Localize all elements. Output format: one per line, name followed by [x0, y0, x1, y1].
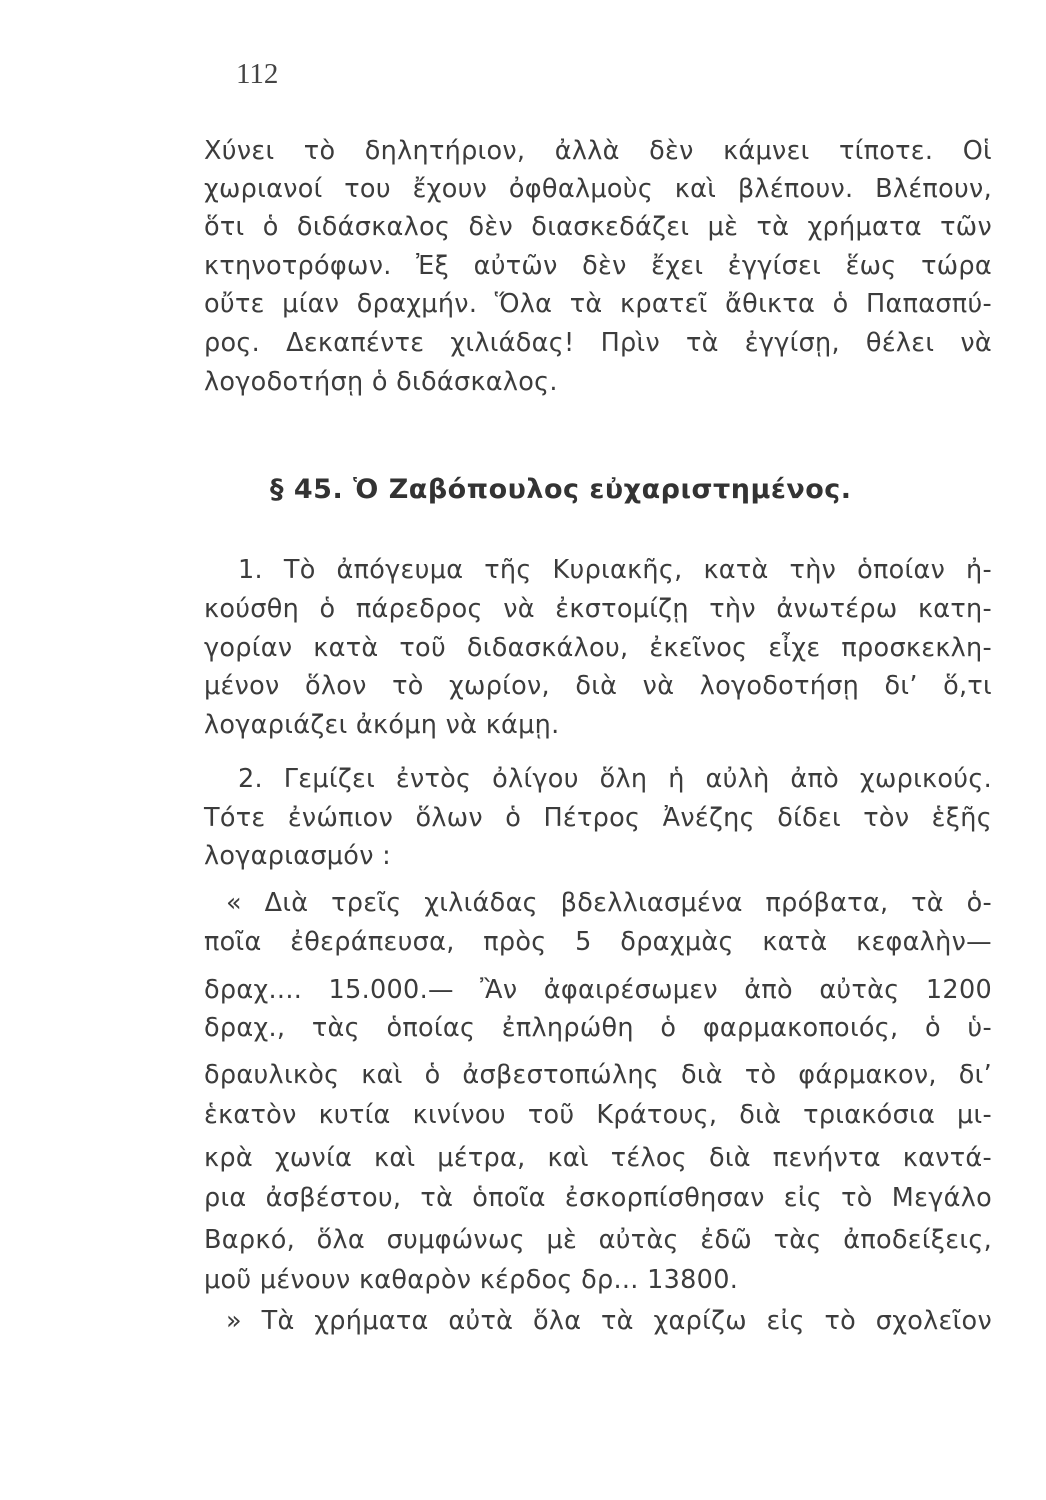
text-line: Βαρκό, ὅλα συμφώνως μὲ αὐτὰς ἐδῶ τὰς ἀποδείξεις, — [204, 1225, 992, 1255]
text-line: λογαριασμόν : — [204, 841, 392, 871]
text-line: μένον ὅλον τὸ χωρίον, διὰ νὰ λογοδοτήσῃ δι’ ὅ,τι — [204, 671, 992, 701]
page-number: 112 — [236, 58, 279, 90]
text-line: γορίαν κατὰ τοῦ διδασκάλου, ἐκεῖνος εἶχε προσκεκλη- — [204, 633, 992, 663]
text-line: κούσθη ὁ πάρεδρος νὰ ἐκστομίζῃ τὴν ἀνωτέρω κατη- — [204, 594, 992, 624]
section-heading: § 45. Ὁ Ζαβόπουλος εὐχαριστημένος. — [270, 474, 852, 505]
text-line: Τότε ἐνώπιον ὅλων ὁ Πέτρος Ἀνέζης δίδει τὸν ἑξῆς — [204, 803, 992, 833]
text-line: μοῦ μένουν καθαρὸν κέρδος δρ... 13800. — [204, 1265, 739, 1295]
text-line: λογαριάζει ἀκόμη νὰ κάμῃ. — [204, 710, 560, 740]
text-line: ρος. Δεκαπέντε χιλιάδας! Πρὶν τὰ ἐγγίσῃ, θέλει νὰ — [204, 328, 992, 358]
text-line: ρια ἀσβέστου, τὰ ὁποῖα ἐσκορπίσθησαν εἰς τὸ Μεγάλο — [204, 1183, 992, 1213]
text-line: κρὰ χωνία καὶ μέτρα, καὶ τέλος διὰ πενήντα καντά- — [204, 1143, 992, 1173]
text-line: κτηνοτρόφων. Ἐξ αὐτῶν δὲν ἔχει ἐγγίσει ἕως τώρα — [204, 251, 992, 281]
quote-first-line: « Διὰ τρεῖς χιλιάδας βδελλιασμένα πρόβατα, τὰ ὁ- — [226, 888, 992, 918]
quote-continuation-line: » Τὰ χρήματα αὐτὰ ὅλα τὰ χαρίζω εἰς τὸ σχολεῖον — [226, 1306, 992, 1336]
text-line: δραχ.... 15.000.— Ἂν ἀφαιρέσωμεν ἀπὸ αὐτὰς 1200 — [204, 975, 992, 1005]
text-line: χωριανοί του ἔχουν ὀφθαλμοὺς καὶ βλέπουν. Βλέπουν, — [204, 174, 992, 204]
paragraph-1-first-line: 1. Τὸ ἀπόγευμα τῆς Κυριακῆς, κατὰ τὴν ὁποίαν ἠ- — [238, 555, 992, 585]
text-line: λογοδοτήσῃ ὁ διδάσκαλος. — [204, 367, 558, 397]
text-line: ἑκατὸν κυτία κινίνου τοῦ Κράτους, διὰ τριακόσια μι- — [204, 1100, 992, 1130]
text-line: οὔτε μίαν δραχμήν. Ὅλα τὰ κρατεῖ ἄθικτα ὁ Παπασπύ- — [204, 289, 992, 319]
text-line: Χύνει τὸ δηλητήριον, ἀλλὰ δὲν κάμνει τίποτε. Οἱ — [204, 136, 992, 166]
paragraph-2-first-line: 2. Γεμίζει ἐντὸς ὀλίγου ὅλη ἡ αὐλὴ ἀπὸ χωρικούς. — [238, 764, 992, 794]
text-line: δραυλικὸς καὶ ὁ ἀσβεστοπώλης διὰ τὸ φάρμακον, δι’ — [204, 1060, 992, 1090]
text-line: ποῖα ἐθεράπευσα, πρὸς 5 δραχμὰς κατὰ κεφαλὴν— — [204, 927, 992, 957]
text-line: δραχ., τὰς ὁποίας ἐπληρώθη ὁ φαρμακοποιός, ὁ ὑ- — [204, 1013, 992, 1043]
text-line: ὅτι ὁ διδάσκαλος δὲν διασκεδάζει μὲ τὰ χρήματα τῶν — [204, 212, 992, 242]
